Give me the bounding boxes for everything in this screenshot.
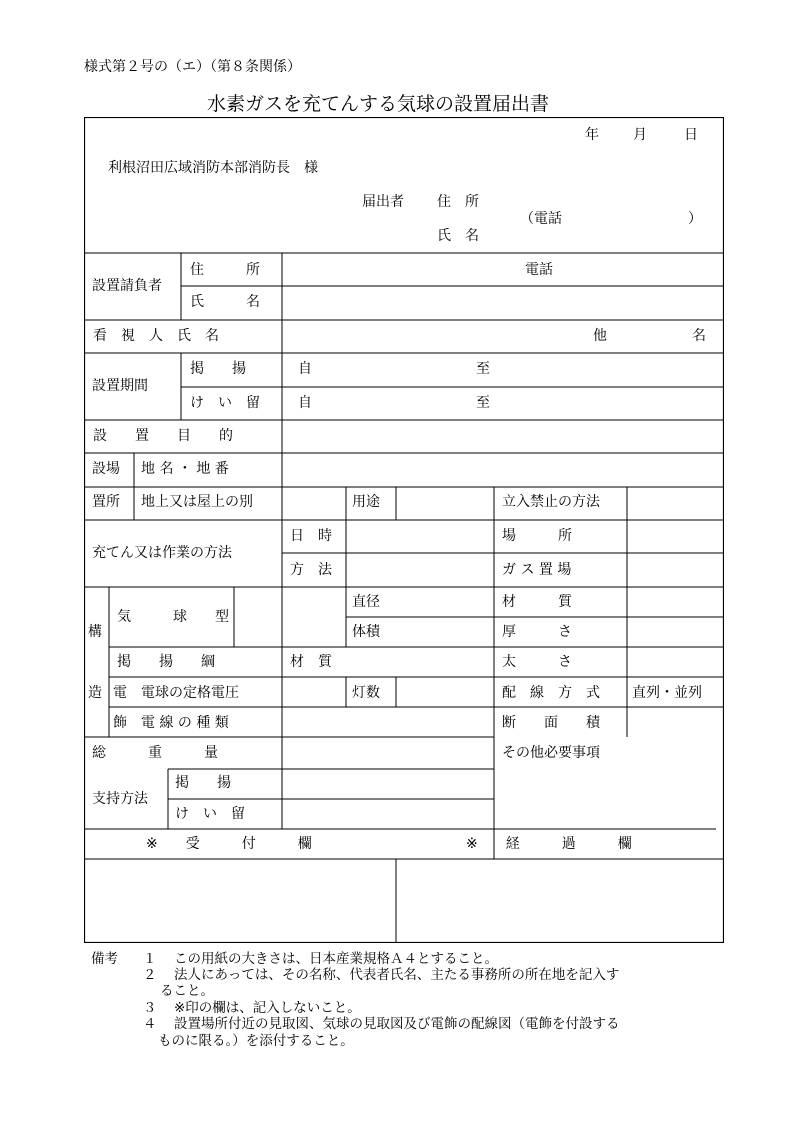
applicant-phone-open: （電話: [520, 211, 562, 227]
material-label: 材 質: [502, 594, 572, 610]
lamp-count-label: 灯数: [352, 685, 380, 701]
applicant-phone-close: ）: [688, 211, 702, 227]
contractor-phone-label: 電話: [525, 262, 553, 278]
wiring-value: 直列・並列: [632, 685, 702, 701]
date-month: 月: [633, 127, 647, 143]
period-raise-from: 自: [298, 361, 312, 377]
date-year: 年: [585, 127, 599, 143]
total-weight-label: 総 重 量: [92, 745, 218, 761]
balloon-type-label: 気 球 型: [117, 609, 229, 625]
note-4-text-a: 設置場所付近の見取図、気球の見取図及び電飾の配線図（電飾を付設する: [174, 1016, 620, 1032]
decoration-label-1: 電: [113, 685, 127, 701]
decoration-label-2: 飾: [113, 715, 127, 731]
structure-label-1: 構: [88, 624, 102, 640]
form-number: 様式第２号の（エ）（第８条関係）: [84, 59, 301, 75]
rope-size-label: 太 さ: [502, 654, 572, 670]
location-ground-roof-label: 地上又は屋上の別: [141, 494, 253, 510]
watcher-label: 看 視 人 氏 名: [93, 328, 219, 344]
notes-label: 備考: [91, 951, 118, 967]
period-label: 設置期間: [92, 378, 148, 394]
contractor-label: 設置請負者: [92, 278, 162, 294]
watcher-other: 他: [593, 328, 607, 344]
note-1-number: １: [143, 951, 157, 967]
location-place-label: 地 名 ・ 地 番: [141, 461, 229, 477]
rope-label: 掲 揚 綱: [117, 654, 215, 670]
wiring-label: 配 線 方 式: [502, 685, 600, 701]
filling-gas-storage-label: ガ ス 置 場: [502, 562, 572, 578]
watcher-name-suffix: 名: [692, 328, 706, 344]
period-moor-from: 自: [298, 395, 312, 411]
filling-datetime-label: 日 時: [290, 528, 332, 544]
cross-section-label: 断 面 積: [502, 715, 600, 731]
filling-place-label: 場 所: [502, 528, 572, 544]
support-raise-label: 掲 揚: [175, 775, 231, 791]
filling-method-label: 方 法: [290, 562, 332, 578]
note-4-number: ４: [143, 1016, 157, 1032]
support-label: 支持方法: [92, 791, 148, 807]
other-items-label: その他必要事項: [502, 745, 600, 761]
location-restriction-label: 立入禁止の方法: [502, 494, 600, 510]
diameter-label: 直径: [352, 594, 380, 610]
volume-label: 体積: [352, 624, 380, 640]
page-title: 水素ガスを充てんする気球の設置届出書: [207, 93, 550, 115]
note-3-text: ※印の欄は、記入しないこと。: [174, 1000, 361, 1016]
applicant-name-label: 氏 名: [437, 228, 479, 244]
wire-type-label: 電 線 の 種 類: [141, 715, 229, 731]
support-moor-label: け い 留: [175, 806, 245, 822]
period-moor-to: 至: [476, 395, 490, 411]
location-label-2: 置所: [92, 494, 120, 510]
location-label-1: 設場: [92, 461, 120, 477]
reception-header: ※ 受 付 欄: [146, 836, 312, 852]
note-2-number: ２: [143, 967, 157, 983]
applicant-label: 届出者: [362, 194, 404, 210]
period-raise-label: 掲 揚: [190, 361, 246, 377]
note-4-text-b: ものに限る。）を添付すること。: [158, 1033, 354, 1049]
applicant-address-label: 住 所: [437, 194, 479, 210]
structure-label-2: 造: [88, 685, 102, 701]
period-moor-label: け い 留: [190, 395, 260, 411]
contractor-name-label: 氏 名: [190, 294, 260, 310]
thickness-label: 厚 さ: [502, 624, 572, 640]
filling-label: 充てん又は作業の方法: [92, 545, 232, 561]
rope-material-label: 材 質: [290, 654, 332, 670]
addressee: 利根沼田広域消防本部消防長 様: [108, 160, 318, 176]
note-3-number: ３: [143, 1000, 157, 1016]
note-2-text-b: ること。: [160, 983, 214, 999]
voltage-label: 電球の定格電圧: [141, 685, 239, 701]
date-day: 日: [684, 127, 698, 143]
note-2-text-a: 法人にあっては、その名称、代表者氏名、主たる事務所の所在地を記入す: [174, 967, 620, 983]
note-1-text: この用紙の大きさは、日本産業規格Ａ４とすること。: [174, 951, 498, 967]
purpose-label: 設 置 目 的: [93, 428, 233, 444]
location-usage-label: 用途: [352, 494, 380, 510]
progress-header: ※ 経 過 欄: [466, 836, 632, 852]
contractor-address-label: 住 所: [190, 262, 260, 278]
period-raise-to: 至: [476, 361, 490, 377]
